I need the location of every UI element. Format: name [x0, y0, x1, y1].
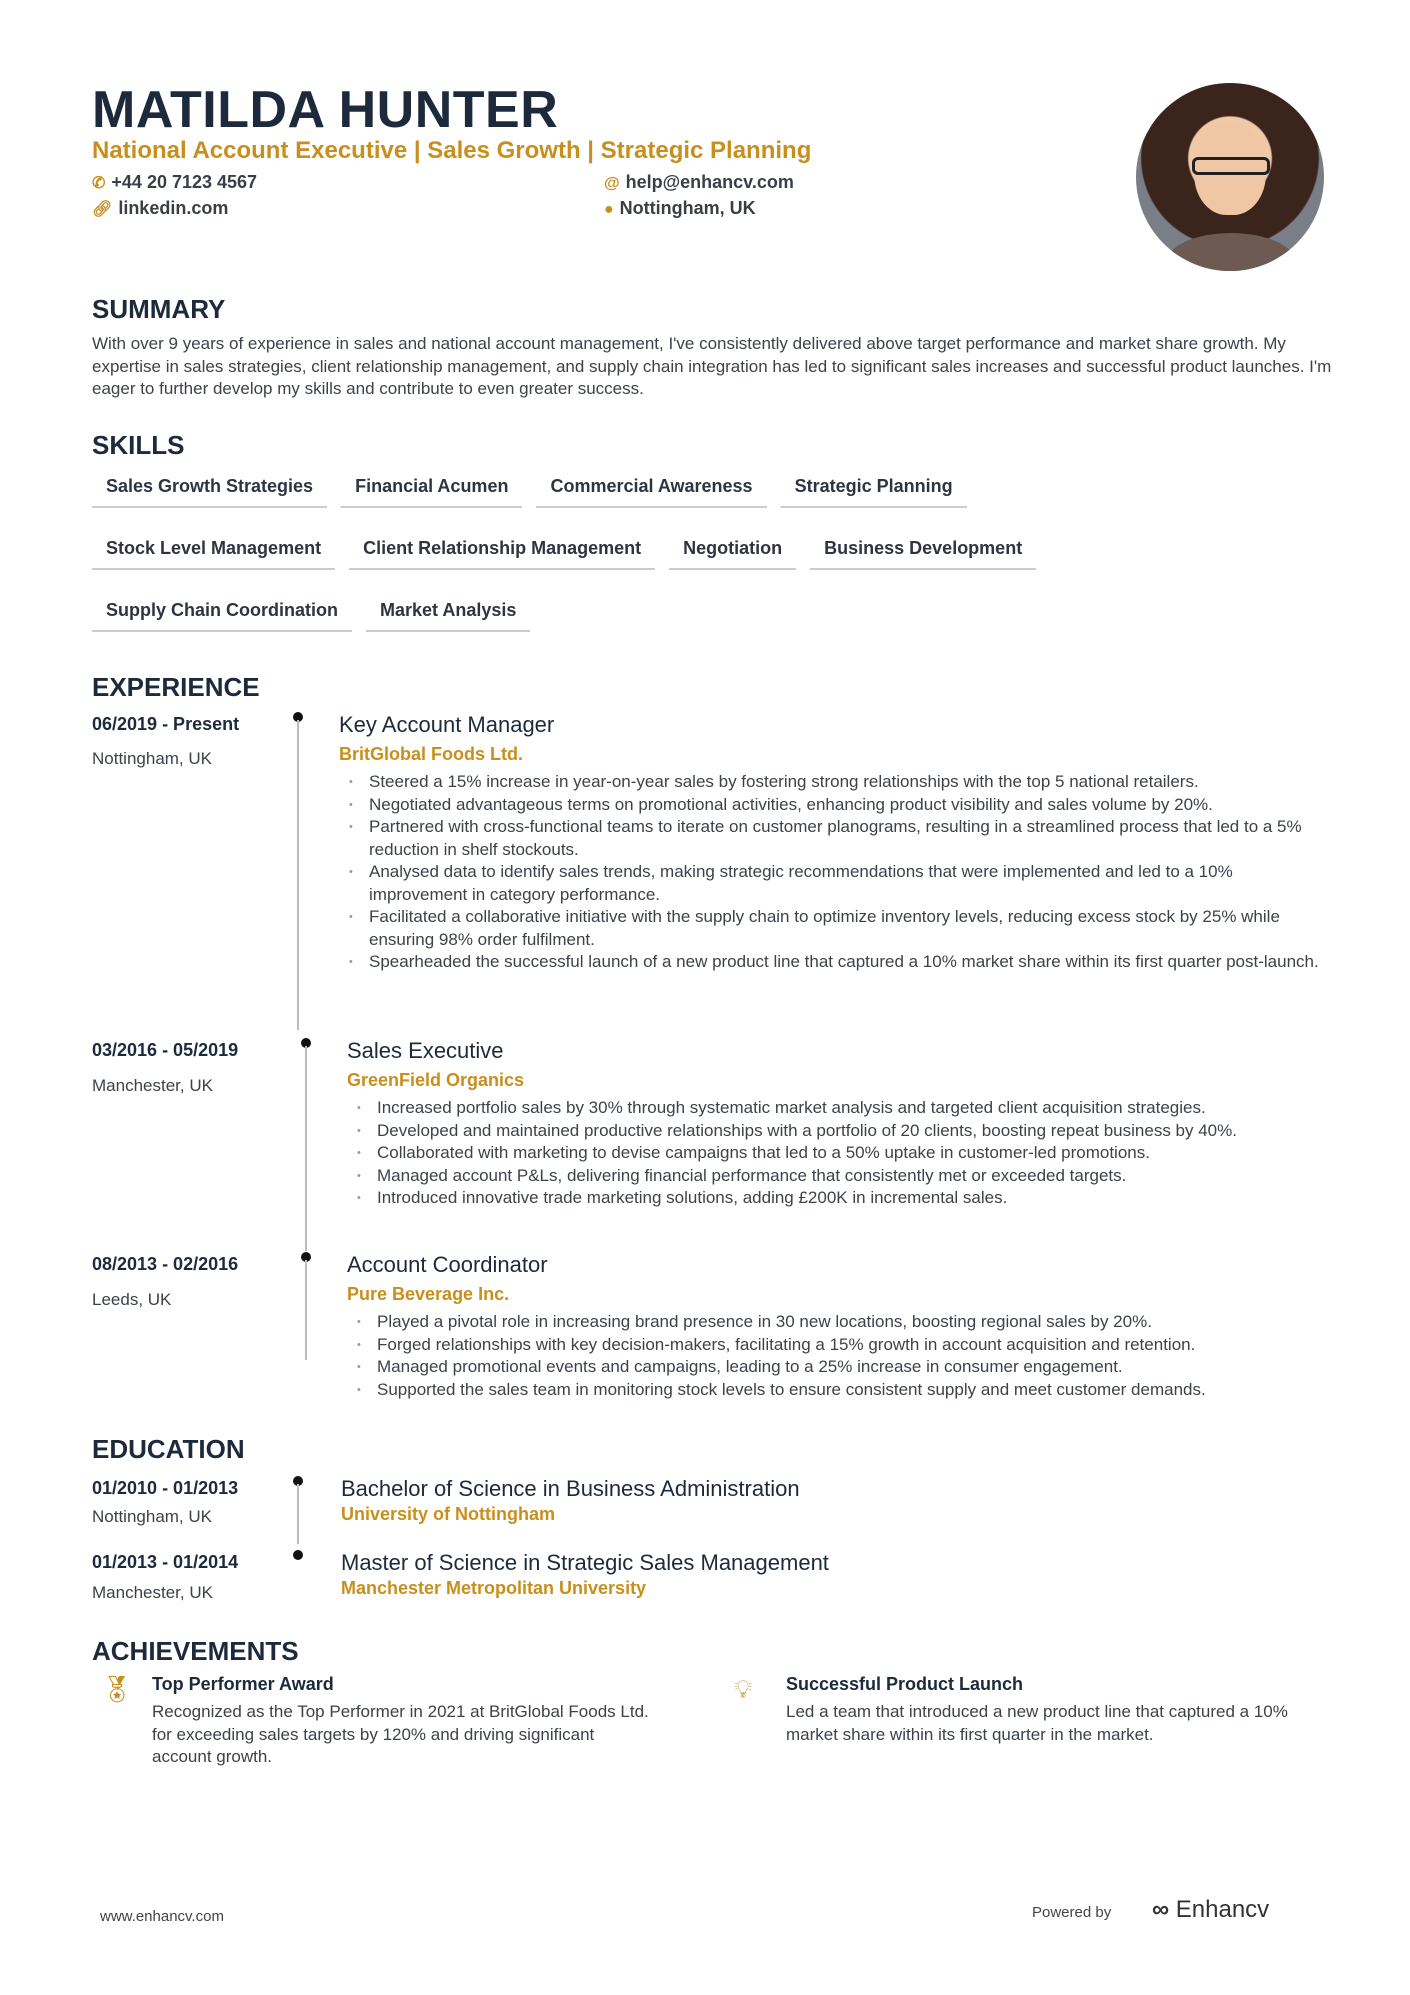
footer-website[interactable]: www.enhancv.com — [100, 1908, 224, 1925]
achievement-item — [92, 1674, 652, 1769]
enhancv-logo-icon: ∞ — [1152, 1896, 1176, 1923]
company-name: GreenField Organics — [347, 1070, 525, 1090]
bullet: • Negotiated advantageous terms on promotional activities, enhancing product visibility and sales volume by 20%. — [339, 794, 1329, 817]
enhancv-logo[interactable] — [1152, 1896, 1269, 1924]
job-location: Leeds, UK — [92, 1290, 172, 1309]
skill-tag: Strategic Planning — [781, 470, 967, 508]
school: University of Nottingham — [341, 1504, 556, 1524]
bullet: • Played a pivotal role in increasing brand presence in 30 new locations, boosting regional sales by 20%. — [347, 1311, 1332, 1334]
bullet: • Collaborated with marketing to devise campaigns that led to a 50% uptake in customer-led promotions. — [347, 1142, 1332, 1165]
job-title: Key Account Manager — [339, 712, 555, 737]
skill-tag: Sales Growth Strategies — [92, 470, 327, 508]
job-location: Nottingham, UK — [92, 749, 212, 768]
powered-by: Powered by — [1032, 1904, 1112, 1921]
bullet: • Managed promotional events and campaigns, leading to a 25% increase in consumer engagement. — [347, 1356, 1332, 1379]
location-pin-icon: ● — [604, 201, 614, 218]
skill-tag: Commercial Awareness — [536, 470, 766, 508]
timeline-line — [305, 1046, 307, 1251]
job-bullets — [347, 1097, 1332, 1210]
bullet: • Supported the sales team in monitoring stock levels to ensure consistent supply and meet customer demands. — [347, 1379, 1332, 1402]
bullet: • Steered a 15% increase in year-on-year sales by fostering strong relationships with the top 5 national retailers. — [339, 771, 1329, 794]
bullet: • Managed account P&Ls, delivering financial performance that consistently met or exceeded targets. — [347, 1165, 1332, 1188]
bullet: • Forged relationships with key decision-makers, facilitating a 15% growth in account acquisition and retention. — [347, 1334, 1332, 1357]
job-title: Account Coordinator — [347, 1252, 548, 1277]
job-dates: 08/2013 - 02/2016 — [92, 1254, 239, 1274]
edu-location: Manchester, UK — [92, 1583, 213, 1602]
school: Manchester Metropolitan University — [341, 1578, 647, 1598]
phone-icon: ✆ — [92, 175, 106, 192]
job-location: Manchester, UK — [92, 1076, 213, 1095]
degree: Master of Science in Strategic Sales Management — [341, 1550, 829, 1575]
linkedin-text[interactable]: linkedin.com — [118, 198, 229, 218]
linkedin[interactable] — [92, 198, 228, 219]
job-dates: 03/2016 - 05/2019 — [92, 1040, 239, 1060]
skill-tag: Business Development — [810, 532, 1036, 570]
edu-dates: 01/2013 - 01/2014 — [92, 1552, 239, 1572]
timeline-line — [305, 1260, 307, 1360]
achievement-title: Top Performer Award — [152, 1674, 334, 1694]
company-name: BritGlobal Foods Ltd. — [339, 744, 523, 764]
job-bullets — [339, 771, 1329, 974]
timeline-line — [297, 1484, 299, 1544]
candidate-name: MATILDA HUNTER — [92, 81, 559, 139]
skill-tag: Supply Chain Coordination — [92, 594, 352, 632]
skill-tag: Client Relationship Management — [349, 532, 655, 570]
achievement-text: Led a team that introduced a new product line that captured a 10% market share within its first quarter in the market. — [786, 1702, 1288, 1744]
achievements-heading: ACHIEVEMENTS — [92, 1636, 299, 1666]
link-icon: 🔗︎ — [92, 201, 113, 218]
experience-heading: EXPERIENCE — [92, 672, 260, 702]
bullet: • Partnered with cross-functional teams to iterate on customer planograms, resulting in a streamlined process that led to a 5% reduction in shelf stockouts. — [339, 816, 1329, 861]
summary-text: With over 9 years of experience in sales and national account management, I've consistently delivered above target performance and market share growth. My expertise in sales strategies, client relationship management, and supply chain integration has led to significant sales increases and successful product launches. I'm eager to further develop my skills and contribute to even greater success. — [92, 334, 1332, 398]
education-heading: EDUCATION — [92, 1434, 245, 1464]
achievement-item — [726, 1674, 1326, 1746]
profile-photo — [1136, 83, 1324, 271]
skill-tag: Stock Level Management — [92, 532, 335, 570]
bullet: • Facilitated a collaborative initiative with the supply chain to optimize inventory levels, reducing excess stock by 25% while ensuring 98% order fulfilment. — [339, 906, 1329, 951]
bullet: • Introduced innovative trade marketing solutions, adding £200K in incremental sales. — [347, 1187, 1332, 1210]
phone — [92, 172, 257, 193]
email[interactable] — [604, 172, 794, 193]
job-dates: 06/2019 - Present — [92, 714, 240, 734]
achievement-text: Recognized as the Top Performer in 2021 at BritGlobal Foods Ltd. for exceeding sales targets by 120% and driving significant account growth. — [152, 1702, 649, 1766]
phone-text: +44 20 7123 4567 — [111, 172, 258, 192]
timeline-line — [297, 720, 299, 1030]
skill-tag: Financial Acumen — [341, 470, 522, 508]
location — [604, 198, 756, 219]
job-bullets — [347, 1311, 1332, 1401]
bullet: • Increased portfolio sales by 30% through systematic market analysis and targeted client acquisition strategies. — [347, 1097, 1332, 1120]
edu-dates: 01/2010 - 01/2013 — [92, 1478, 239, 1498]
achievement-title: Successful Product Launch — [786, 1674, 1024, 1694]
lightbulb-icon: 💡︎ — [734, 1674, 753, 1704]
skills-list — [92, 470, 1192, 656]
edu-location: Nottingham, UK — [92, 1507, 212, 1526]
degree: Bachelor of Science in Business Administration — [341, 1476, 800, 1501]
bullet: • Spearheaded the successful launch of a new product line that captured a 10% market share within its first quarter post-launch. — [339, 951, 1329, 974]
company-name: Pure Beverage Inc. — [347, 1284, 510, 1304]
skill-tag: Market Analysis — [366, 594, 530, 632]
job-title: Sales Executive — [347, 1038, 504, 1063]
email-text[interactable]: help@enhancv.com — [625, 172, 794, 192]
skill-tag: Negotiation — [669, 532, 796, 570]
skills-heading: SKILLS — [92, 430, 185, 460]
bullet: • Developed and maintained productive relationships with a portfolio of 20 clients, boosting repeat business by 40%. — [347, 1120, 1332, 1143]
award-icon: 🏅︎ — [100, 1674, 134, 1704]
at-icon: @ — [604, 175, 620, 192]
timeline-dot — [293, 1550, 303, 1560]
location-text: Nottingham, UK — [619, 198, 756, 218]
summary-heading: SUMMARY — [92, 294, 226, 324]
bullet: • Analysed data to identify sales trends, making strategic recommendations that were implemented and led to a 10% improvement in category performance. — [339, 861, 1329, 906]
brand-name: Enhancv — [1175, 1896, 1270, 1923]
candidate-title: National Account Executive | Sales Growth | Strategic Planning — [92, 137, 812, 164]
